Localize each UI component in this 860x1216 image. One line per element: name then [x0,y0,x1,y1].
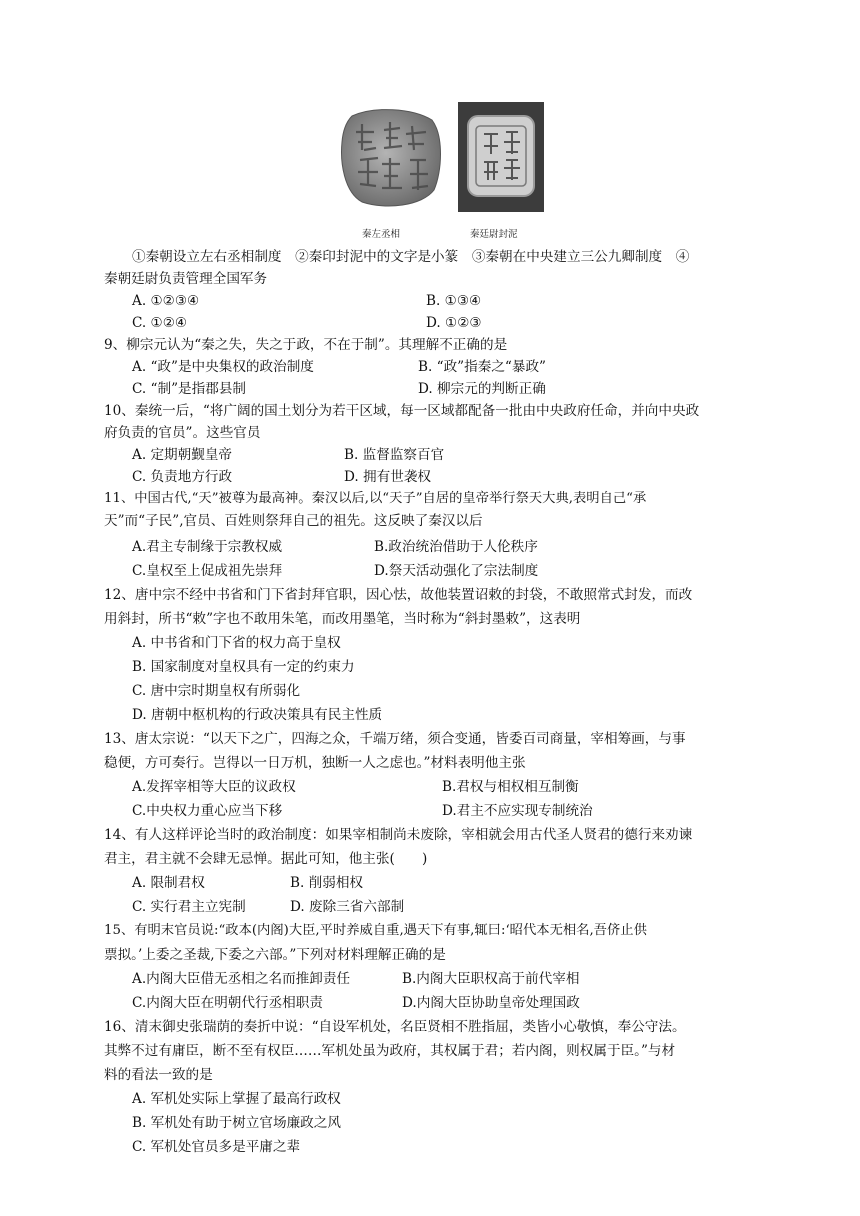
q11-stem-line2: 天”而“子民”,官员、百姓则祭拜自己的祖先。这反映了秦汉以后 [104,513,483,529]
q9-option-c: C. “制”是指郡县制 [132,381,247,397]
q10-stem-line2: 府负责的官员”。这些官员 [104,425,261,441]
q14-option-d: D. 废除三省六部制 [290,899,405,915]
q10-stem-line1: 10、秦统一后，“将广阔的国土划分为若干区域，每一区域都配备一批由中央政府任命，并向中央政 [104,403,700,419]
q12-option-b: B. 国家制度对皇权具有一定的约束力 [132,659,355,675]
q15-stem-line2: 票拟。’上委之圣裁,下委之六部。”下列对材料理解正确的是 [104,947,446,963]
q13-option-b: B.君权与相权相互制衡 [442,779,579,795]
q16-stem-line3: 料的看法一致的是 [104,1067,213,1083]
q8-option-b: B. ①③④ [426,293,482,309]
q10-option-c: C. 负责地方行政 [132,469,233,485]
q8-option-c: C. ①②④ [132,315,188,331]
seal-image-left [334,102,448,212]
q13-stem-line2: 稳便，方可奏行。岂得以一日万机，独断一人之虑也。”材料表明他主张 [104,755,526,771]
figure-qin-left-chancellor-seal [334,102,448,240]
q13-option-a: A.发挥宰相等大臣的议政权 [132,779,296,795]
q8-option-d: D. ①②③ [426,315,482,331]
q9-option-d: D. 柳宗元的判断正确 [418,381,546,397]
q10-option-a: A. 定期朝觐皇帝 [132,447,233,463]
q9-option-a: A. “政”是中央集权的政治制度 [132,359,314,375]
q14-stem-line2: 君主，君主就不会肆无忌惮。据此可知，他主张( ) [104,851,428,867]
q8-option-a: A. ①②③④ [132,293,200,309]
q8-statements-line2: 秦朝廷尉负责管理全国军务 [104,271,268,287]
q10-option-d: D. 拥有世袭权 [344,469,432,485]
q12-stem-line2: 用斜封，所书“敕”字也不敢用朱笔，而改用墨笔，当时称为“斜封墨敕”，这表明 [104,611,581,627]
q12-option-a: A. 中书省和门下省的权力高于皇权 [132,635,341,651]
q16-option-a: A. 军机处实际上掌握了最高行政权 [132,1091,341,1107]
q16-option-b: B. 军机处有助于树立官场廉政之风 [132,1115,341,1131]
q14-option-c: C. 实行君主立宪制 [132,899,246,915]
seal-figures [334,102,548,242]
q14-stem-line1: 14、有人这样评论当时的政治制度：如果宰相制尚未废除，宰相就会用古代圣人贤君的德行来劝谏 [104,827,693,843]
q13-stem-line1: 13、唐太宗说：“以天下之广，四海之众，千端万绪，须合变通，皆委百司商量，宰相筹画，与事 [104,731,686,747]
caption-right: 秦廷尉封泥 [470,229,518,240]
q9-stem: 9、柳宗元认为“秦之失，失之于政，不在于制”。其理解不正确的是 [104,337,508,353]
q12-option-c: C. 唐中宗时期皇权有所弱化 [132,683,301,699]
q13-option-c: C.中央权力重心应当下移 [132,803,283,819]
q12-stem-line1: 12、唐中宗不经中书省和门下省封拜官职，因心怯，故他装置诏敕的封袋，不敢照常式封发，而改 [104,587,693,603]
q11-option-a: A.君主专制缘于宗教权威 [132,539,283,555]
q11-stem-line1: 11、中国古代,“天”被尊为最高神。秦汉以后,以“天子”自居的皇帝举行祭天大典,表明自己“承 [104,491,647,506]
q9-option-b: B. “政”指秦之“暴政” [418,359,546,375]
q11-option-d: D.祭天活动强化了宗法制度 [374,563,539,579]
q11-option-c: C.皇权至上促成祖先崇拜 [132,563,283,579]
q11-option-b: B.政治统治借助于人伦秩序 [374,539,538,555]
q15-stem-line1: 15、有明末官员说:“政本(内阁)大臣,平时养威自重,遇天下有事,辄曰:‘昭代本无相名,吾侪止供 [104,923,647,938]
q13-option-d: D.君主不应实现专制统治 [442,803,593,819]
q14-option-a: A. 限制君权 [132,875,205,891]
q16-stem-line2: 其弊不过有庸臣，断不至有权臣……军机处虽为政府，其权属于君；若内阁，则权属于臣。”与材 [104,1043,676,1059]
caption-left: 秦左丞相 [362,229,401,240]
q10-option-b: B. 监督监察百官 [344,447,445,463]
q15-option-a: A.内阁大臣借无丞相之名而推卸责任 [132,971,351,987]
seal-image-right [458,102,544,212]
q16-stem-line1: 16、清末御史张瑞荫的奏折中说：“自设军机处，名臣贤相不胜指屈，类皆小心敬慎，奉公守法。 [104,1019,686,1035]
q15-option-b: B.内阁大臣职权高于前代宰相 [402,971,580,987]
q16-option-c: C. 军机处官员多是平庸之辈 [132,1139,301,1155]
q12-option-d: D. 唐朝中枢机构的行政决策具有民主性质 [132,707,383,723]
figure-qin-tingwei-seal-clay [458,102,544,240]
q8-statements-line1: ①秦朝设立左右丞相制度 ②秦印封泥中的文字是小篆 ③秦朝在中央建立三公九卿制度 ④ [132,249,690,265]
q15-option-d: D.内阁大臣协助皇帝处理国政 [402,995,580,1011]
q14-option-b: B. 削弱相权 [290,875,364,891]
q15-option-c: C.内阁大臣在明朝代行丞相职责 [132,995,323,1011]
